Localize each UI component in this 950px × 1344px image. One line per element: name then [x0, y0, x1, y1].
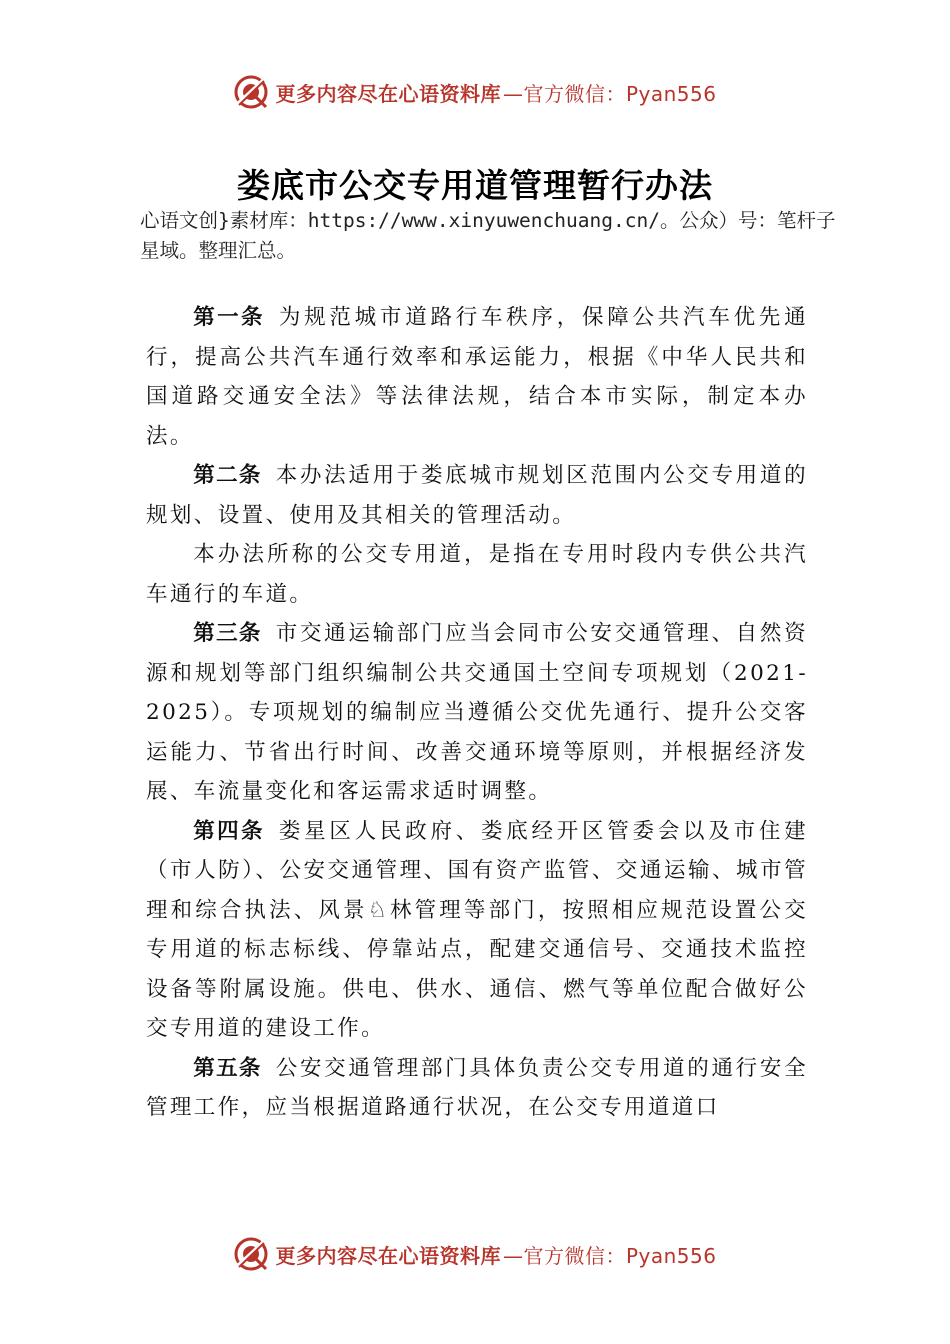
paragraph — [146, 298, 808, 456]
paragraph-text: 市交通运输部门应当会同市公安交通管理、自然资源和规划等部门组织编制公共交通国土空间专项规划（2021-2025）。专项规划的编制应当遵循公交优先通行、提升公交客运能力、节省出行时间、改善交通环境等原则，并根据经济发展、车流量变化和客运需求适时调整。 — [146, 621, 808, 804]
banner-brand: 更多内容尽在心语资料库 — [275, 81, 501, 106]
paragraph — [146, 456, 808, 535]
article-number: 第四条 — [193, 818, 265, 844]
banner-contact: —官方微信：Pyan556 — [502, 1243, 717, 1268]
article-number: 第三条 — [193, 621, 262, 646]
source-notice: 心语文创}素材库：https://www.xinyuwenchuang.cn/。公众）号：笔杆子星域。整理汇总。 — [140, 209, 836, 262]
article-number: 第五条 — [193, 1055, 262, 1081]
banner-contact: —官方微信：Pyan556 — [502, 81, 717, 106]
paragraph-text: 本办法适用于娄底城市规划区范围内公交专用道的规划、设置、使用及其相关的管理活动。 — [146, 463, 808, 528]
document-title: 娄底市公交专用道管理暂行办法 — [237, 166, 713, 205]
paragraph-text: 公安交通管理部门具体负责公交专用道的通行安全管理工作，应当根据道路通行状况，在公交专用道道口 — [146, 1055, 808, 1120]
paragraph — [146, 1049, 808, 1128]
xinyu-logo-icon — [233, 74, 269, 110]
banner-brand: 更多内容尽在心语资料库 — [275, 1243, 501, 1268]
paragraph-text: 娄星区人民政府、娄底经开区管委会以及市住建（市人防）、公安交通管理、国有资产监管、交通运输、城市管理和综合执法、风景♘林管理等部门，按照相应规范设置公交专用道的标志标线、停靠站点，配建交通信号、交通技术监控设备等附属设施。供电、供水、通信、燃气等单位配合做好公交专用道的建设工作。 — [146, 818, 808, 1041]
xinyu-logo-icon — [233, 1236, 269, 1272]
paragraph — [146, 812, 808, 1049]
paragraph-text: 为规范城市道路行车秩序，保障公共汽车优先通行，提高公共汽车通行效率和承运能力，根据《中华人民共和国道路交通安全法》等法律法规，结合本市实际，制定本办法。 — [146, 305, 808, 449]
paragraph — [146, 614, 808, 812]
article-number: 第二条 — [193, 463, 262, 488]
footer-banner — [0, 1234, 950, 1274]
article-number: 第一条 — [193, 305, 265, 330]
paragraph-text: 本办法所称的公交专用道，是指在专用时段内专供公共汽车通行的车道。 — [146, 542, 808, 607]
document-body — [146, 298, 808, 1128]
paragraph — [146, 535, 808, 614]
header-banner — [0, 72, 950, 112]
